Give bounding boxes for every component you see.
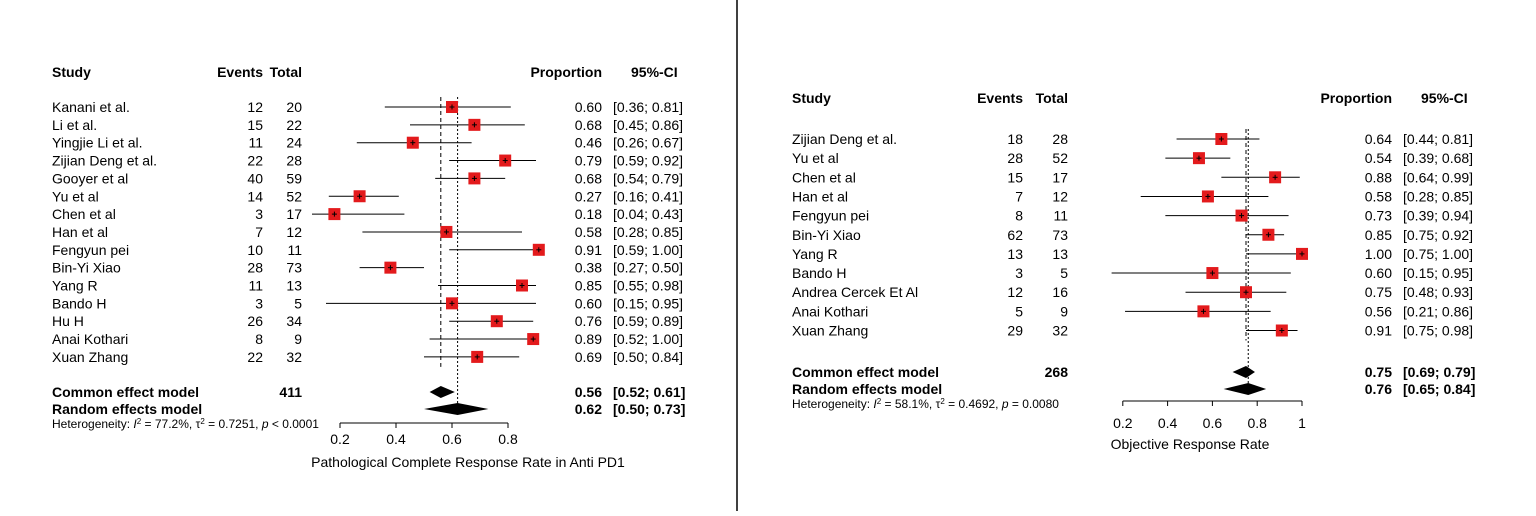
study-events: 13 bbox=[1007, 245, 1023, 262]
study-ci: [0.59; 0.89] bbox=[613, 313, 684, 330]
study-ci: [0.04; 0.43] bbox=[613, 206, 684, 223]
header-total: Total bbox=[269, 64, 302, 80]
heterogeneity-part: , bbox=[255, 417, 262, 431]
study-total: 16 bbox=[1052, 284, 1068, 301]
study-name: Yu et al bbox=[792, 150, 839, 167]
study-events: 10 bbox=[247, 241, 263, 258]
study-proportion: 0.91 bbox=[1364, 322, 1392, 339]
study-events: 7 bbox=[255, 223, 263, 240]
study-total: 52 bbox=[286, 188, 302, 205]
study-ci: [0.39; 0.68] bbox=[1403, 150, 1474, 167]
x-tick-label: 0.2 bbox=[330, 431, 350, 447]
study-name: Bando H bbox=[52, 295, 107, 312]
study-total: 52 bbox=[1052, 150, 1068, 167]
study-total: 12 bbox=[1052, 188, 1068, 205]
common-effect-proportion: 0.56 bbox=[574, 384, 602, 400]
study-name: Fengyun pei bbox=[52, 241, 130, 258]
study-events: 26 bbox=[247, 313, 263, 330]
study-name: Yang R bbox=[52, 277, 98, 294]
study-proportion: 0.60 bbox=[574, 295, 602, 312]
study-ci: [0.54; 0.79] bbox=[613, 170, 684, 187]
study-name: Yingjie Li et al. bbox=[52, 134, 143, 151]
common-effect-ci: [0.52; 0.61] bbox=[613, 384, 686, 400]
study-ci: [0.27; 0.50] bbox=[613, 259, 684, 276]
study-row bbox=[52, 295, 683, 311]
study-total: 28 bbox=[1052, 131, 1068, 147]
heterogeneity-part: p bbox=[1001, 397, 1009, 411]
heterogeneity-part: < 0.0001 bbox=[271, 417, 319, 431]
heterogeneity-part: 2 bbox=[876, 396, 882, 406]
heterogeneity-part: , bbox=[928, 397, 936, 411]
study-total: 73 bbox=[1052, 226, 1068, 243]
study-proportion: 0.58 bbox=[574, 223, 602, 240]
study-proportion: 1.00 bbox=[1364, 245, 1392, 262]
study-row bbox=[52, 153, 683, 169]
header-total: Total bbox=[1035, 90, 1068, 106]
study-row bbox=[792, 208, 1473, 224]
heterogeneity-part: 2 bbox=[200, 416, 205, 426]
study-row bbox=[52, 242, 683, 258]
study-ci: [0.15; 0.95] bbox=[613, 295, 684, 312]
study-events: 3 bbox=[255, 206, 263, 223]
study-ci: [0.75; 0.92] bbox=[1403, 226, 1474, 243]
study-ci: [0.15; 0.95] bbox=[1403, 265, 1474, 282]
heterogeneity-part: 0.4692 bbox=[958, 397, 996, 411]
study-name: Bando H bbox=[792, 265, 847, 282]
study-name: Chen et al bbox=[792, 169, 856, 186]
study-proportion: 0.69 bbox=[574, 348, 602, 365]
x-axis-label: Pathological Complete Response Rate in Anti PD1 bbox=[311, 454, 625, 470]
study-events: 3 bbox=[1015, 265, 1023, 282]
common-effect-diamond bbox=[430, 386, 455, 398]
heterogeneity-part: I bbox=[133, 417, 137, 431]
heterogeneity-part: 77.2% bbox=[154, 417, 189, 431]
study-total: 22 bbox=[286, 116, 302, 133]
x-tick-label: 1 bbox=[1298, 415, 1306, 431]
heterogeneity-part: Heterogeneity: bbox=[792, 397, 874, 411]
study-row bbox=[792, 150, 1473, 166]
random-effects-proportion: 0.62 bbox=[574, 401, 602, 417]
common-effect-total: 411 bbox=[279, 384, 302, 400]
study-total: 32 bbox=[286, 348, 302, 365]
study-total: 11 bbox=[287, 241, 302, 258]
study-ci: [0.50; 0.84] bbox=[613, 348, 684, 365]
x-tick-label: 0.6 bbox=[1202, 415, 1223, 431]
study-row bbox=[792, 265, 1473, 281]
common-effect-total: 268 bbox=[1044, 364, 1068, 380]
study-ci: [0.75; 0.98] bbox=[1403, 322, 1474, 339]
study-name: Fengyun pei bbox=[792, 207, 870, 224]
header-events: Events bbox=[977, 90, 1023, 106]
study-proportion: 0.85 bbox=[574, 277, 602, 294]
study-name: Kanani et al. bbox=[52, 99, 130, 115]
study-total: 32 bbox=[1052, 322, 1068, 339]
study-name: Bin-Yi Xiao bbox=[52, 259, 121, 276]
study-row bbox=[52, 135, 683, 151]
study-proportion: 0.46 bbox=[574, 134, 602, 151]
heterogeneity-part: = 0.0080 bbox=[1011, 397, 1059, 411]
study-name: Xuan Zhang bbox=[792, 322, 869, 339]
study-total: 12 bbox=[286, 223, 302, 240]
study-total: 73 bbox=[286, 259, 302, 276]
study-name: Yang R bbox=[792, 245, 838, 262]
study-total: 17 bbox=[1052, 169, 1068, 186]
study-name: Gooyer et al bbox=[52, 170, 129, 187]
forest-plot-pcr bbox=[52, 64, 685, 470]
study-proportion: 0.18 bbox=[574, 206, 602, 223]
study-ci: [0.64; 0.99] bbox=[1403, 169, 1474, 186]
study-events: 11 bbox=[248, 134, 263, 151]
study-proportion: 0.75 bbox=[1364, 284, 1392, 301]
study-total: 34 bbox=[286, 313, 302, 330]
study-ci: [0.16; 0.41] bbox=[613, 188, 684, 205]
study-proportion: 0.58 bbox=[1364, 188, 1392, 205]
heterogeneity-part: τ bbox=[935, 397, 941, 411]
study-ci: [0.28; 0.85] bbox=[1403, 188, 1474, 205]
common-effect-ci: [0.69; 0.79] bbox=[1403, 364, 1476, 380]
study-total: 5 bbox=[1060, 265, 1068, 282]
study-proportion: 0.64 bbox=[1364, 131, 1392, 147]
study-events: 15 bbox=[1007, 169, 1023, 186]
study-name: Anai Kothari bbox=[792, 303, 869, 320]
study-row bbox=[792, 303, 1473, 319]
study-events: 29 bbox=[1007, 322, 1023, 339]
study-events: 22 bbox=[247, 348, 263, 365]
x-axis-label: Objective Response Rate bbox=[1110, 436, 1270, 452]
study-proportion: 0.60 bbox=[574, 99, 602, 115]
common-effect-proportion: 0.75 bbox=[1364, 364, 1392, 380]
study-proportion: 0.56 bbox=[1364, 303, 1392, 320]
study-ci: [0.28; 0.85] bbox=[613, 223, 684, 240]
study-row bbox=[52, 99, 683, 115]
heterogeneity-part: = bbox=[881, 397, 895, 411]
random-effects-ci: [0.65; 0.84] bbox=[1403, 381, 1476, 397]
header-ci: 95%-CI bbox=[1421, 90, 1468, 106]
study-total: 13 bbox=[286, 277, 302, 294]
study-ci: [0.36; 0.81] bbox=[613, 99, 684, 115]
study-total: 5 bbox=[294, 295, 302, 312]
study-proportion: 0.38 bbox=[574, 259, 602, 276]
study-ci: [0.52; 1.00] bbox=[613, 331, 684, 348]
random-effects-proportion: 0.76 bbox=[1364, 381, 1392, 397]
study-ci: [0.48; 0.93] bbox=[1403, 284, 1474, 301]
study-name: Anai Kothari bbox=[52, 331, 129, 348]
study-proportion: 0.88 bbox=[1364, 169, 1392, 186]
study-ci: [0.59; 0.92] bbox=[613, 152, 684, 169]
study-events: 22 bbox=[247, 152, 263, 169]
study-events: 7 bbox=[1015, 188, 1023, 205]
study-name: Chen et al bbox=[52, 206, 116, 223]
study-events: 28 bbox=[1007, 150, 1023, 167]
study-events: 14 bbox=[247, 188, 263, 205]
header-proportion: Proportion bbox=[1320, 90, 1392, 106]
x-tick-label: 0.8 bbox=[1247, 415, 1267, 431]
study-row bbox=[52, 117, 683, 133]
header-proportion: Proportion bbox=[530, 64, 602, 80]
heterogeneity-text bbox=[792, 397, 1059, 412]
study-name: Xuan Zhang bbox=[52, 348, 129, 365]
x-tick-label: 0.2 bbox=[1113, 415, 1133, 431]
study-proportion: 0.54 bbox=[1364, 150, 1392, 167]
random-effects-diamond bbox=[1224, 383, 1267, 395]
study-row bbox=[52, 278, 683, 294]
study-events: 62 bbox=[1007, 226, 1023, 243]
heterogeneity-part: I bbox=[873, 397, 877, 411]
study-row bbox=[52, 260, 683, 276]
study-row bbox=[792, 169, 1473, 185]
common-effect-diamond bbox=[1233, 366, 1255, 378]
study-total: 9 bbox=[1060, 303, 1068, 320]
study-proportion: 0.85 bbox=[1364, 226, 1392, 243]
study-row bbox=[52, 349, 683, 365]
study-row bbox=[52, 206, 683, 222]
common-effect-label: Common effect model bbox=[792, 364, 940, 380]
study-proportion: 0.68 bbox=[574, 116, 602, 133]
study-proportion: 0.91 bbox=[574, 241, 602, 258]
study-total: 24 bbox=[286, 134, 302, 151]
study-events: 12 bbox=[1007, 284, 1023, 301]
study-events: 3 bbox=[255, 295, 263, 312]
study-ci: [0.45; 0.86] bbox=[613, 116, 684, 133]
heterogeneity-part: 58.1% bbox=[894, 397, 929, 411]
heterogeneity-part: , bbox=[995, 397, 1002, 411]
study-name: Hu H bbox=[52, 313, 84, 330]
study-events: 8 bbox=[1015, 207, 1023, 224]
study-row bbox=[52, 188, 683, 204]
header-study: Study bbox=[52, 64, 91, 80]
study-name: Li et al. bbox=[52, 116, 98, 133]
study-row bbox=[792, 323, 1473, 339]
random-effects-label: Random effects model bbox=[52, 401, 203, 417]
study-events: 11 bbox=[248, 277, 263, 294]
random-effects-diamond bbox=[424, 403, 488, 415]
study-proportion: 0.68 bbox=[574, 170, 602, 187]
heterogeneity-part: p bbox=[261, 417, 269, 431]
study-proportion: 0.79 bbox=[574, 152, 602, 169]
study-name: Han et al bbox=[52, 223, 109, 240]
heterogeneity-part: = bbox=[944, 397, 959, 411]
heterogeneity-part: , bbox=[188, 417, 196, 431]
study-events: 5 bbox=[1015, 303, 1023, 320]
common-effect-label: Common effect model bbox=[52, 384, 200, 400]
x-tick-label: 0.8 bbox=[498, 431, 518, 447]
study-name: Han et al bbox=[792, 188, 849, 205]
study-total: 59 bbox=[286, 170, 302, 187]
study-total: 17 bbox=[286, 206, 302, 223]
study-row bbox=[792, 188, 1473, 204]
study-events: 8 bbox=[255, 331, 263, 348]
study-name: Andrea Cercek Et Al bbox=[792, 284, 919, 301]
heterogeneity-part: = bbox=[141, 417, 155, 431]
study-name: Bin-Yi Xiao bbox=[792, 226, 861, 243]
random-effects-ci: [0.50; 0.73] bbox=[613, 401, 686, 417]
study-name: Yu et al bbox=[52, 188, 99, 205]
study-proportion: 0.73 bbox=[1364, 207, 1392, 224]
x-tick-label: 0.4 bbox=[386, 431, 406, 447]
study-proportion: 0.27 bbox=[574, 188, 602, 205]
study-ci: [0.75; 1.00] bbox=[1403, 245, 1474, 262]
heterogeneity-part: 2 bbox=[940, 396, 945, 406]
study-row bbox=[52, 224, 683, 240]
header-ci: 95%-CI bbox=[631, 64, 678, 80]
study-row bbox=[52, 331, 683, 347]
heterogeneity-part: 2 bbox=[136, 416, 142, 426]
study-ci: [0.39; 0.94] bbox=[1403, 207, 1474, 224]
study-events: 12 bbox=[247, 99, 263, 115]
study-total: 13 bbox=[1052, 245, 1068, 262]
study-total: 28 bbox=[286, 152, 302, 169]
forest-plot-orr bbox=[792, 90, 1475, 452]
study-total: 11 bbox=[1053, 207, 1068, 224]
study-name: Zijian Deng et al. bbox=[52, 152, 158, 169]
study-row bbox=[792, 246, 1473, 262]
study-row bbox=[792, 227, 1473, 243]
study-events: 18 bbox=[1007, 131, 1023, 147]
study-events: 15 bbox=[247, 116, 263, 133]
study-proportion: 0.60 bbox=[1364, 265, 1392, 282]
study-row bbox=[52, 313, 683, 329]
study-ci: [0.59; 1.00] bbox=[613, 241, 684, 258]
study-ci: [0.26; 0.67] bbox=[613, 134, 684, 151]
study-row bbox=[52, 170, 683, 186]
heterogeneity-part: τ bbox=[195, 417, 201, 431]
heterogeneity-part: Heterogeneity: bbox=[52, 417, 134, 431]
study-ci: [0.21; 0.86] bbox=[1403, 303, 1474, 320]
study-ci: [0.55; 0.98] bbox=[613, 277, 684, 294]
study-row bbox=[792, 131, 1473, 147]
header-study: Study bbox=[792, 90, 831, 106]
x-tick-label: 0.4 bbox=[1157, 415, 1178, 431]
heterogeneity-part: 0.7251 bbox=[218, 417, 256, 431]
study-proportion: 0.89 bbox=[574, 331, 602, 348]
heterogeneity-text bbox=[52, 417, 319, 432]
study-total: 20 bbox=[286, 99, 302, 115]
study-events: 40 bbox=[247, 170, 263, 187]
study-ci: [0.44; 0.81] bbox=[1403, 131, 1474, 147]
study-proportion: 0.76 bbox=[574, 313, 602, 330]
study-row bbox=[792, 284, 1473, 300]
header-events: Events bbox=[217, 64, 263, 80]
study-total: 9 bbox=[294, 331, 302, 348]
study-events: 28 bbox=[247, 259, 263, 276]
x-tick-label: 0.6 bbox=[442, 431, 462, 447]
heterogeneity-part: = bbox=[204, 417, 219, 431]
study-name: Zijian Deng et al. bbox=[792, 131, 898, 147]
random-effects-label: Random effects model bbox=[792, 381, 943, 397]
